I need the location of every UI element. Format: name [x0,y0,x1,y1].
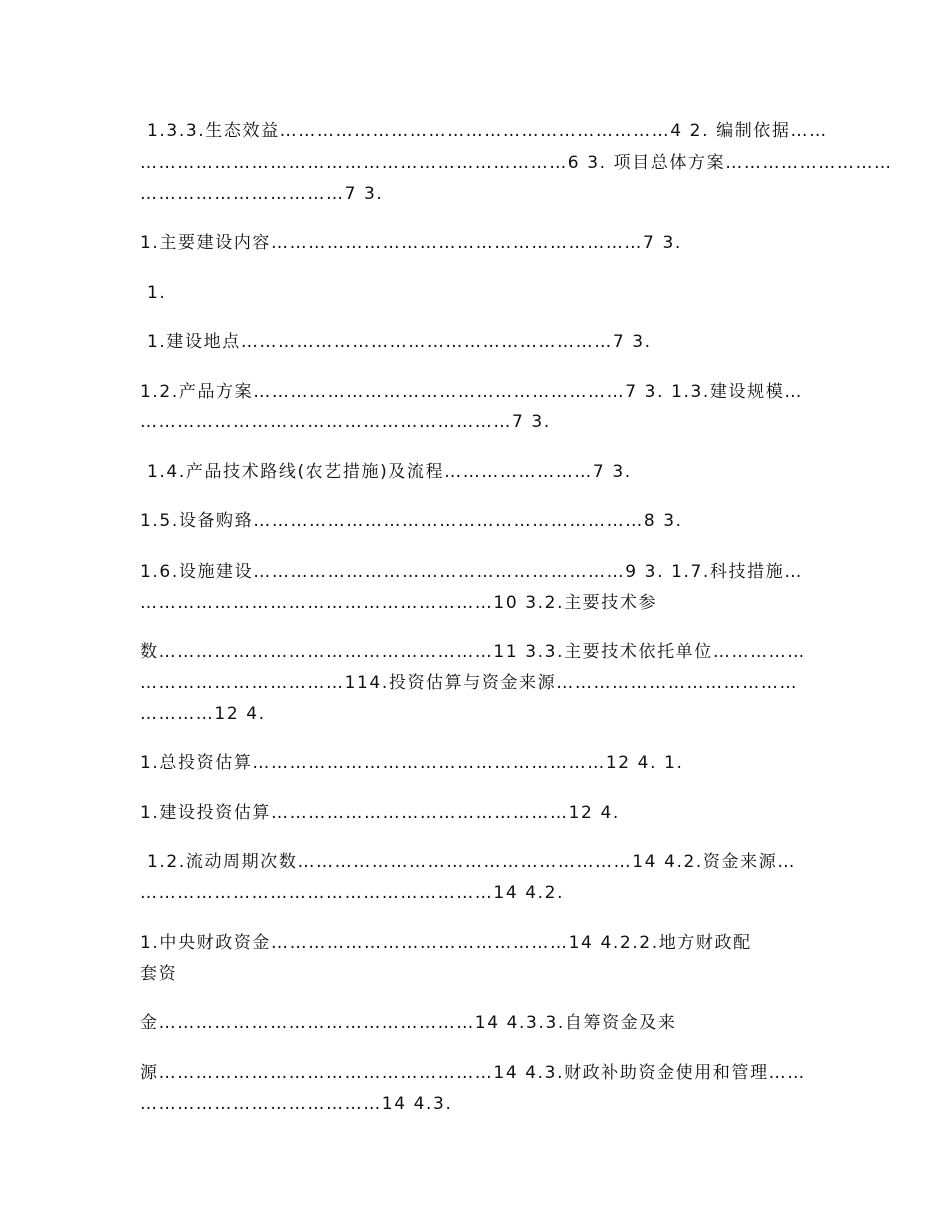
toc-line: 源………………………………………………14 4.3.财政补助资金使用和管理…… [140,1063,806,1083]
toc-line: 1.3.3.生态效益………………………………………………………4 2. 编制依据…… [140,121,828,141]
toc-line: 1.2.流动周期次数………………………………………………14 4.2.资金来源… [140,852,796,872]
toc-line: 1.中央财政资金…………………………………………14 4.2.2.地方财政配 [140,933,752,953]
toc-line: ……………………………114.投资估算与资金来源………………………………… [140,673,799,693]
toc-line: 套资 [140,964,178,984]
toc-line: 1.建设投资估算…………………………………………12 4. [140,803,620,823]
toc-line: ……………………………………………………………6 3. 项目总体方案……………………… [140,153,893,173]
toc-line: 1.5.设备购臵………………………………………………………8 3. [140,511,683,531]
toc-line: 1.总投资估算…………………………………………………12 4. 1. [140,753,684,773]
toc-line: …………………………………14 4.3. [140,1094,453,1114]
toc-line: …………12 4. [140,704,266,724]
toc-line: 1.6.设施建设……………………………………………………9 3. 1.7.科技措施… [140,562,803,582]
toc-line: 1.建设地点……………………………………………………7 3. [140,332,652,352]
toc-line: 1. [140,283,167,303]
toc-line: 金……………………………………………14 4.3.3.自筹资金及来 [140,1013,677,1033]
toc-line: 1.主要建设内容……………………………………………………7 3. [140,233,682,253]
toc-line: 数………………………………………………11 3.3.主要技术依托单位…………… [140,642,806,662]
toc-line: ……………………………………………………7 3. [140,412,551,432]
toc-line: 1.4.产品技术路线(农艺措施)及流程……………………7 3. [140,462,632,482]
toc-line: …………………………………………………10 3.2.主要技术参 [140,593,658,613]
toc-line: …………………………………………………14 4.2. [140,883,565,903]
toc-line: ……………………………7 3. [140,184,384,204]
toc-line: 1.2.产品方案……………………………………………………7 3. 1.3.建设规模… [140,382,803,402]
